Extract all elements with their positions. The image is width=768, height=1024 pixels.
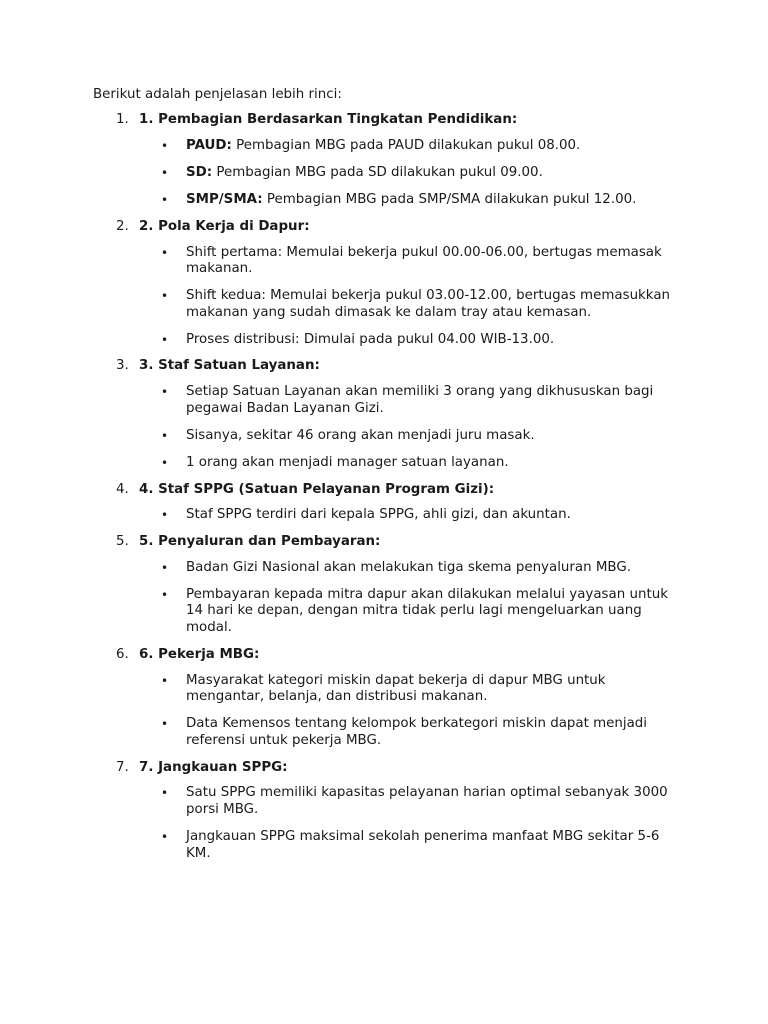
section-3 (93, 358, 683, 471)
point-text: Shift pertama: Memulai bekerja pukul 00.00-06.00, bertugas memasak makanan. (186, 244, 662, 277)
list-item (139, 785, 683, 818)
point-list (139, 138, 683, 208)
point-label: SD: (186, 165, 213, 181)
bullet-icon: • (161, 829, 169, 844)
point-label: SMP/SMA: (186, 191, 263, 207)
bullet-icon: • (161, 332, 169, 347)
list-item (139, 587, 683, 637)
point-text: Masyarakat kategori miskin dapat bekerja di dapur MBG untuk mengantar, belanja, dan distribusi makanan. (186, 672, 606, 705)
point-list (139, 507, 683, 524)
section-number: 3. (116, 358, 129, 374)
bullet-icon: • (161, 289, 169, 304)
section-title: 2. Pola Kerja di Dapur: (139, 218, 310, 234)
section-6 (93, 647, 683, 749)
bullet-icon: • (161, 560, 169, 575)
point-list (139, 560, 683, 637)
section-1 (93, 112, 683, 208)
list-item (139, 455, 683, 472)
list-item (139, 245, 683, 278)
section-number: 1. (116, 112, 129, 128)
document-page (93, 87, 683, 872)
section-list (93, 112, 683, 862)
point-text: Satu SPPG memiliki kapasitas pelayanan harian optimal sebanyak 3000 porsi MBG. (186, 785, 668, 818)
list-item (139, 165, 683, 182)
list-item (139, 507, 683, 524)
point-text: Staf SPPG terdiri dari kepala SPPG, ahli gizi, dan akuntan. (186, 507, 571, 523)
section-title: 7. Jangkauan SPPG: (139, 759, 288, 775)
section-number: 4. (116, 481, 129, 497)
point-text: Data Kemensos tentang kelompok berkategori miskin dapat menjadi referensi untuk pekerja MBG. (186, 716, 648, 748)
bullet-icon: • (161, 385, 169, 400)
point-text: Pembagian MBG pada SMP/SMA dilakukan pukul 12.00. (262, 191, 637, 207)
point-text: Pembayaran kepada mitra dapur akan dilakukan melalui yayasan untuk 14 hari ke depan, dengan mitra tidak perlu lagi mengeluarkan uang modal. (186, 586, 668, 636)
point-text: Shift kedua: Memulai bekerja pukul 03.00-12.00, bertugas memasukkan makanan yang sudah dimasak ke dalam tray atau kemasan. (186, 288, 671, 320)
section-number: 7. (116, 759, 129, 775)
section-4 (93, 482, 683, 524)
bullet-icon: • (161, 139, 169, 154)
section-5 (93, 534, 683, 636)
bullet-icon: • (161, 508, 169, 523)
section-number: 5. (116, 534, 129, 550)
point-list (139, 384, 683, 471)
point-text: Badan Gizi Nasional akan melakukan tiga skema penyaluran MBG. (186, 559, 631, 575)
section-7 (93, 760, 683, 862)
list-item (139, 138, 683, 155)
list-item (139, 829, 683, 862)
section-number: 6. (116, 646, 129, 662)
list-item (139, 716, 683, 749)
section-title: 5. Penyaluran dan Pembayaran: (139, 534, 381, 550)
point-list (139, 245, 683, 349)
bullet-icon: • (161, 786, 169, 801)
point-text: Proses distribusi: Dimulai pada pukul 04.00 WIB-13.00. (186, 331, 555, 347)
bullet-icon: • (161, 587, 169, 602)
list-item (139, 673, 683, 706)
bullet-icon: • (161, 166, 169, 181)
point-text: Setiap Satuan Layanan akan memiliki 3 orang yang dikhususkan bagi pegawai Badan Layanan Gizi. (186, 384, 654, 416)
list-item (139, 288, 683, 321)
list-item (139, 332, 683, 349)
bullet-icon: • (161, 245, 169, 260)
bullet-icon: • (161, 717, 169, 732)
point-text: 1 orang akan menjadi manager satuan layanan. (186, 454, 509, 470)
list-item (139, 192, 683, 209)
section-number: 2. (116, 218, 129, 234)
section-title: 1. Pembagian Berdasarkan Tingkatan Pendidikan: (139, 112, 518, 128)
bullet-icon: • (161, 192, 169, 207)
point-text: Jangkauan SPPG maksimal sekolah penerima manfaat MBG sekitar 5-6 KM. (186, 828, 660, 861)
point-list (139, 785, 683, 862)
list-item (139, 560, 683, 577)
section-title: 6. Pekerja MBG: (139, 646, 260, 662)
section-title: 4. Staf SPPG (Satuan Pelayanan Program Gizi): (139, 481, 495, 497)
section-title: 3. Staf Satuan Layanan: (139, 358, 320, 374)
point-text: Pembagian MBG pada PAUD dilakukan pukul 08.00. (231, 138, 581, 154)
point-label: PAUD: (186, 138, 232, 154)
bullet-icon: • (161, 455, 169, 470)
point-list (139, 673, 683, 750)
point-text: Pembagian MBG pada SD dilakukan pukul 09.00. (212, 165, 543, 181)
point-text: Sisanya, sekitar 46 orang akan menjadi juru masak. (186, 427, 535, 443)
section-2 (93, 219, 683, 348)
bullet-icon: • (161, 673, 169, 688)
list-item (139, 384, 683, 417)
list-item (139, 428, 683, 445)
intro-text: Berikut adalah penjelasan lebih rinci: (93, 87, 342, 102)
bullet-icon: • (161, 428, 169, 443)
